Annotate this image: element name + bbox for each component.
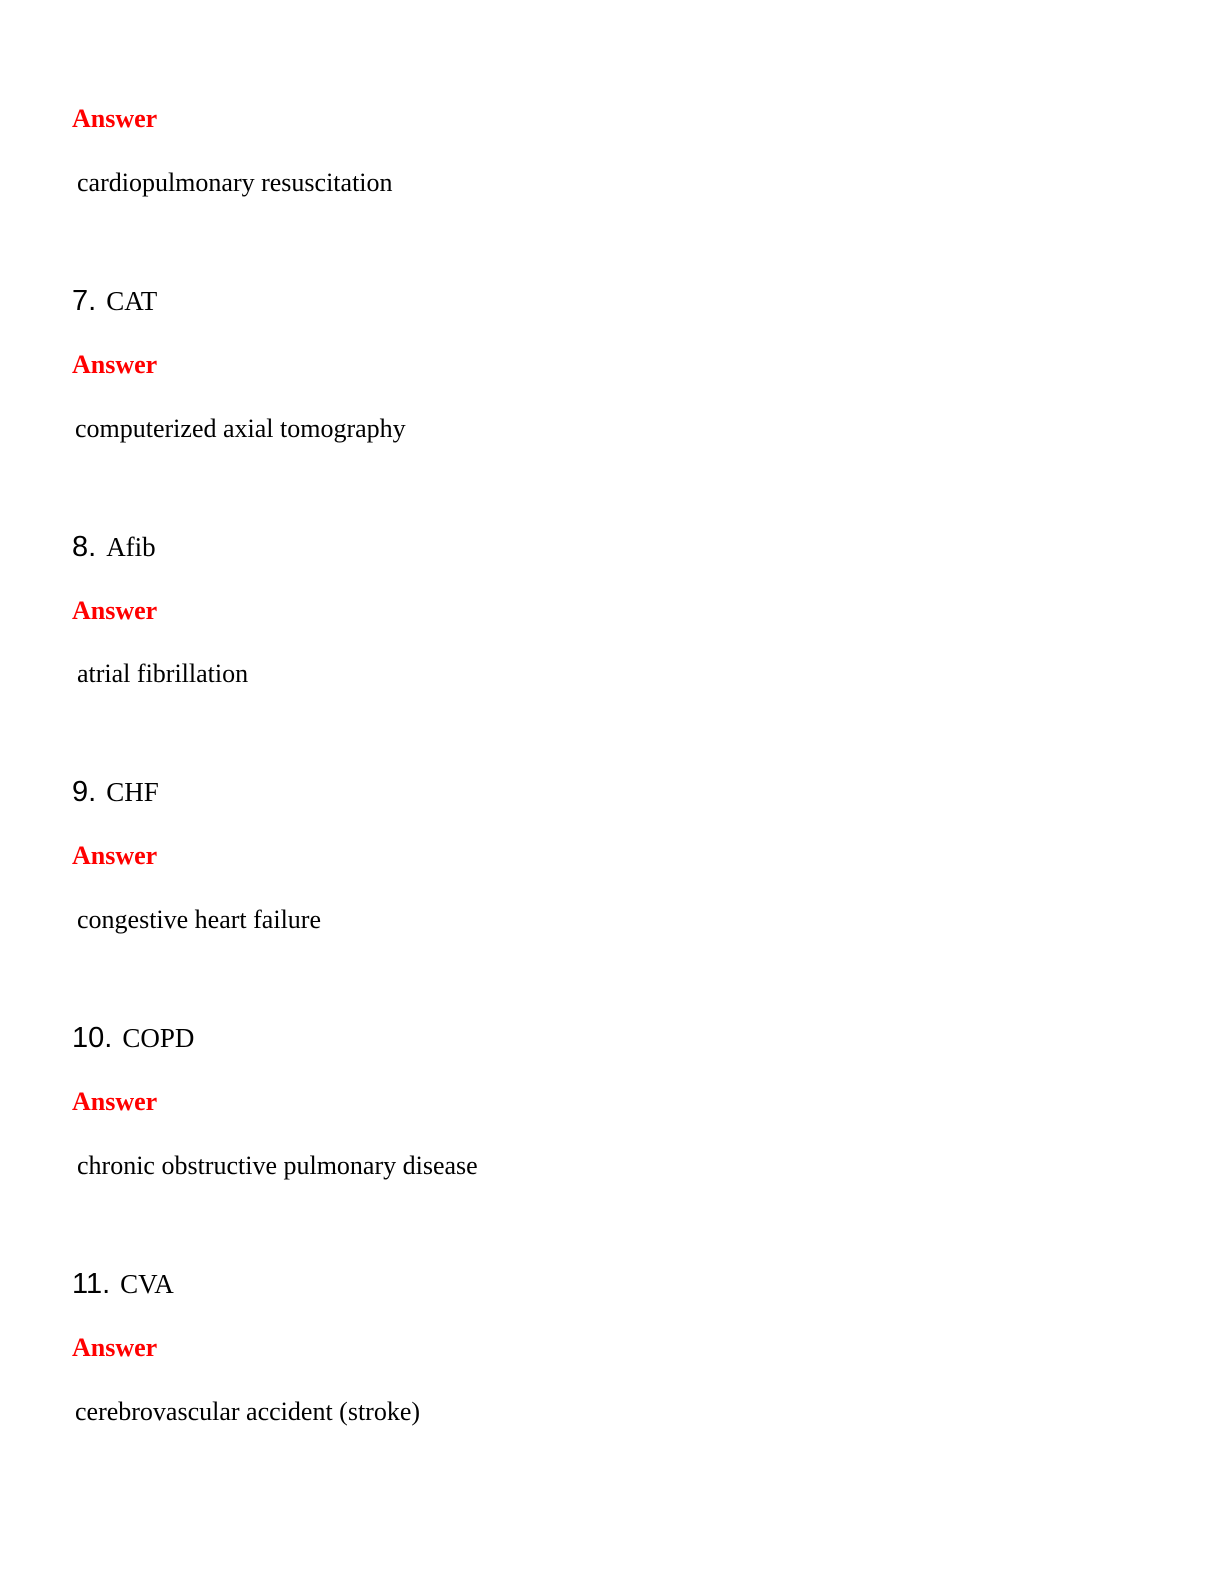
answer-text: chronic obstructive pulmonary disease [77,1151,478,1180]
question-number: 10. [72,1022,113,1054]
answer-label: Answer [72,841,158,870]
question-item [72,284,157,323]
answer-label: Answer [72,1333,158,1362]
question-number: 7. [72,285,97,317]
question-item [72,775,159,814]
question-term: COPD [122,1023,195,1053]
answer-text: congestive heart failure [77,905,321,934]
question-term: Afib [106,532,156,562]
answer-text: atrial fibrillation [77,659,249,688]
answer-label: Answer [72,596,158,625]
question-item [72,530,156,569]
answer-label: Answer [72,1087,158,1116]
question-term: CVA [120,1269,174,1299]
answer-label: Answer [72,104,158,133]
answer-text: cerebrovascular accident (stroke) [75,1397,421,1426]
question-number: 9. [72,776,97,808]
question-term: CAT [106,286,158,316]
question-number: 11. [72,1268,111,1300]
answer-text: computerized axial tomography [75,414,406,443]
answer-label: Answer [72,350,158,379]
question-term: CHF [106,777,159,807]
answer-text: cardiopulmonary resuscitation [77,168,393,197]
question-item [72,1267,174,1306]
question-number: 8. [72,531,97,563]
question-item [72,1021,194,1060]
